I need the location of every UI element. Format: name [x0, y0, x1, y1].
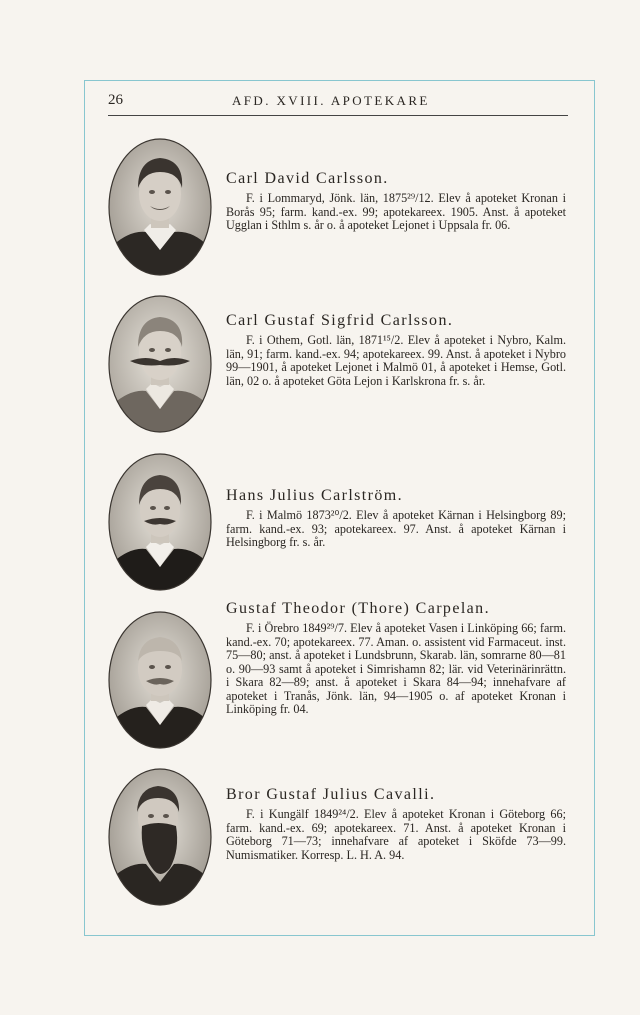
- entry-text: [226, 487, 566, 550]
- entry-text: [226, 786, 566, 862]
- person-name: Hans Julius Carlström.: [226, 487, 404, 504]
- person-biography: F. i Malmö 1873²⁰/2. Elev å apoteket Kärnan i Helsingborg 89; farm. kand.-ex. 93; apotekareex. 97. Anst. å apoteket Kärnan i Helsingborg fr. s. år.: [226, 508, 566, 549]
- person-biography: F. i Örebro 1849²⁹/7. Elev å apoteket Vasen i Linköping 66; farm. kand.-ex. 70; apotekareex. 77. Aman. o. assistent vid Farmaceut. inst. 75—80; anst. å apoteket i Lundsbrunn, Skarab. län, somrarne 80—81 o. 90—93 samt å apoteket i Simrishamn 82; lär. vid Veterinärinrättn. i Skara 82—89; anst. å apoteket i Skara 84—94; innehafvare af apoteket i Tranås, Jönk. län, 94—1905 o. af apoteket Kronan i Linköping fr. 04.: [226, 621, 566, 716]
- person-name: Gustaf Theodor (Thore) Carpelan.: [226, 600, 490, 617]
- person-biography: F. i Lommaryd, Jönk. län, 1875²⁹/12. Elev å apoteket Kronan i Borås 95; farm. kand.-ex. 99; apotekareex. 1905. Anst. å apoteket Ugglan i Sthlm s. år o. å apoteket Lejonet i Uppsala fr. 06.: [226, 191, 566, 232]
- person-biography: F. i Kungälf 1849²⁴/2. Elev å apoteket Kronan i Göteborg 66; farm. kand.-ex. 69; apotekareex. 71. Anst. å apoteket Kronan i Göteborg 71—73; innehafvare af apoteket i Sköfde 73—99. Numismatiker. Korresp. L. H. A. 94.: [226, 807, 566, 862]
- portrait-photo: [108, 453, 212, 591]
- portrait-photo: [108, 138, 212, 276]
- portrait-photo: [108, 295, 212, 433]
- person-biography: F. i Othem, Gotl. län, 1871¹⁵/2. Elev å apoteket i Nybro, Kalm. län, 91; farm. kand.-ex. 94; apotekareex. 99. Anst. å apoteket i Nybro 99—1901, å apoteket Lejonet i Malmö 01, å apoteket i Hemse, Gotl. län, 02 o. å apoteket Göta Lejon i Karlskrona fr. s. år.: [226, 333, 566, 388]
- entry-text: [226, 600, 566, 717]
- entry-text: [226, 312, 566, 388]
- person-name: Carl David Carlsson.: [226, 170, 389, 187]
- page-number: 26: [108, 92, 123, 108]
- person-name: Bror Gustaf Julius Cavalli.: [226, 786, 436, 803]
- portrait-photo: [108, 611, 212, 749]
- page-header: [108, 92, 568, 114]
- section-title: AFD. XVIII. APOTEKARE: [232, 93, 430, 108]
- header-rule: [108, 115, 568, 116]
- entry-text: [226, 170, 566, 233]
- portrait-photo: [108, 768, 212, 906]
- person-name: Carl Gustaf Sigfrid Carlsson.: [226, 312, 454, 329]
